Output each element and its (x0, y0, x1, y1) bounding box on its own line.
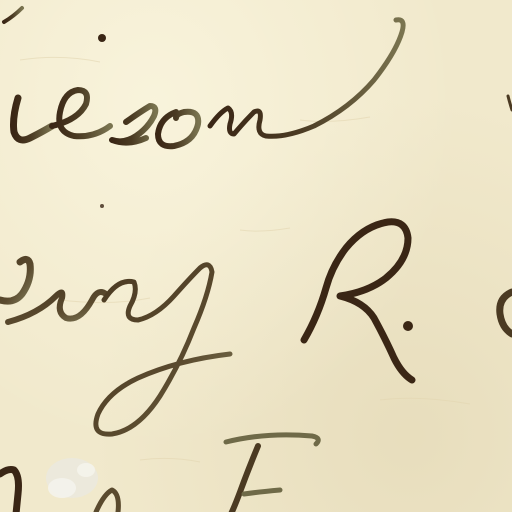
handwritten-edge-fragment (500, 96, 512, 334)
handwritten-word-ieson (4, 8, 403, 146)
handwritten-word-ry (0, 259, 230, 434)
handwritten-letter-R (304, 222, 413, 380)
period-dot (403, 321, 413, 331)
handwritten-word-m (0, 470, 118, 512)
handwritten-letter-F (226, 435, 318, 512)
